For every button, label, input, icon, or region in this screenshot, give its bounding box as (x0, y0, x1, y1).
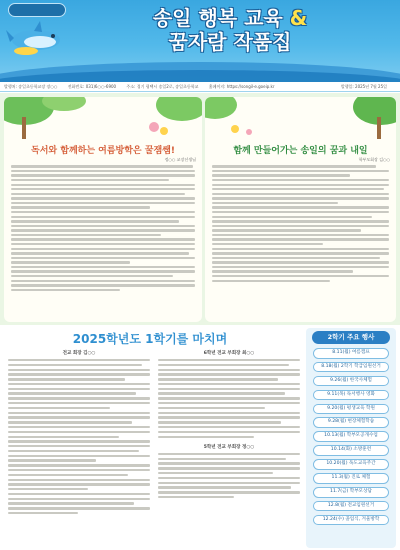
student-president-heading: 전교 회장 김○○ (62, 351, 96, 356)
title-line2: 꿈자람 작품집 (168, 30, 292, 54)
dolphin-illustration (6, 18, 68, 58)
tree-illustration (205, 97, 396, 139)
school-logo (8, 3, 66, 17)
event-item: 10.20(월) 독도교육주간 (313, 459, 389, 470)
principal-byline: 정○○ 교장선생님 (164, 157, 196, 162)
event-item: 12.8(월) 전교임원선거 (313, 501, 389, 512)
semester2-events-panel (306, 328, 396, 548)
vice-president-messages (156, 348, 302, 548)
events-panel-title: 2학기 주요 행사 (312, 331, 390, 344)
publication-info-bar (0, 82, 400, 92)
event-item: 8.11(월) 여름캠프 (313, 348, 389, 359)
event-item: 9.20(월) 평생교육 학원 (313, 404, 389, 415)
parent-message-body (205, 165, 396, 282)
info-issue-date: 발행일: 2025년 7월 25일 (340, 84, 387, 89)
event-item: 10.14(화) 소방훈련 (313, 445, 389, 456)
event-item: 10.13(월) 학부모공개수업 (313, 431, 389, 442)
event-item: 8.18(월) 2학기 학급임원선거 (313, 362, 389, 373)
semester-end-title: 2025학년도 1학기를 마치며 (72, 332, 228, 346)
info-address: 주소: 경기 평택시 송일2로, 송일초등학교 (126, 84, 199, 89)
event-item: 9.26(월) 한국사체험 (313, 376, 389, 387)
newsletter-title (70, 6, 390, 54)
vice-president-6th-heading: 6학년 전교 부회장 최○○ (203, 351, 255, 356)
title-line1: 송일 행복 교육 (152, 6, 283, 30)
parent-message-title: 함께 만들어가는 송일의 꿈과 내일 (233, 146, 368, 156)
event-item: 9.11(목) 독서행사 영화 (313, 390, 389, 401)
vice-president-5th-heading: 5학년 전교 부회장 정○○ (203, 444, 255, 450)
info-phone: 전화번호: 031)6○○-6900 (67, 84, 117, 89)
info-publisher: 발행처: 송일초등학교장 장○○ (4, 84, 58, 89)
header-banner (0, 0, 400, 82)
title-ampersand: & (289, 6, 308, 30)
event-item: 11.7(금) 학부모상담 (313, 487, 389, 498)
student-president-message (6, 348, 152, 548)
tree-illustration (4, 97, 202, 139)
event-item: 9.28(월) 현장체험학습 (313, 417, 389, 428)
parent-byline: 학부모회장 김○○ (358, 157, 390, 162)
principal-message-body (4, 165, 202, 291)
info-homepage: 홈페이지: https://songil-e.goeip.kr (208, 84, 275, 89)
principal-message (4, 97, 202, 322)
event-item: 11.3(월) 진로 체험 (313, 473, 389, 484)
event-item: 12.24(수) 졸업식, 겨울방학 (313, 515, 389, 526)
parent-association-message (205, 97, 396, 322)
principal-message-title: 독서와 함께하는 여름방학은 꿀잼쌤! (31, 146, 175, 156)
